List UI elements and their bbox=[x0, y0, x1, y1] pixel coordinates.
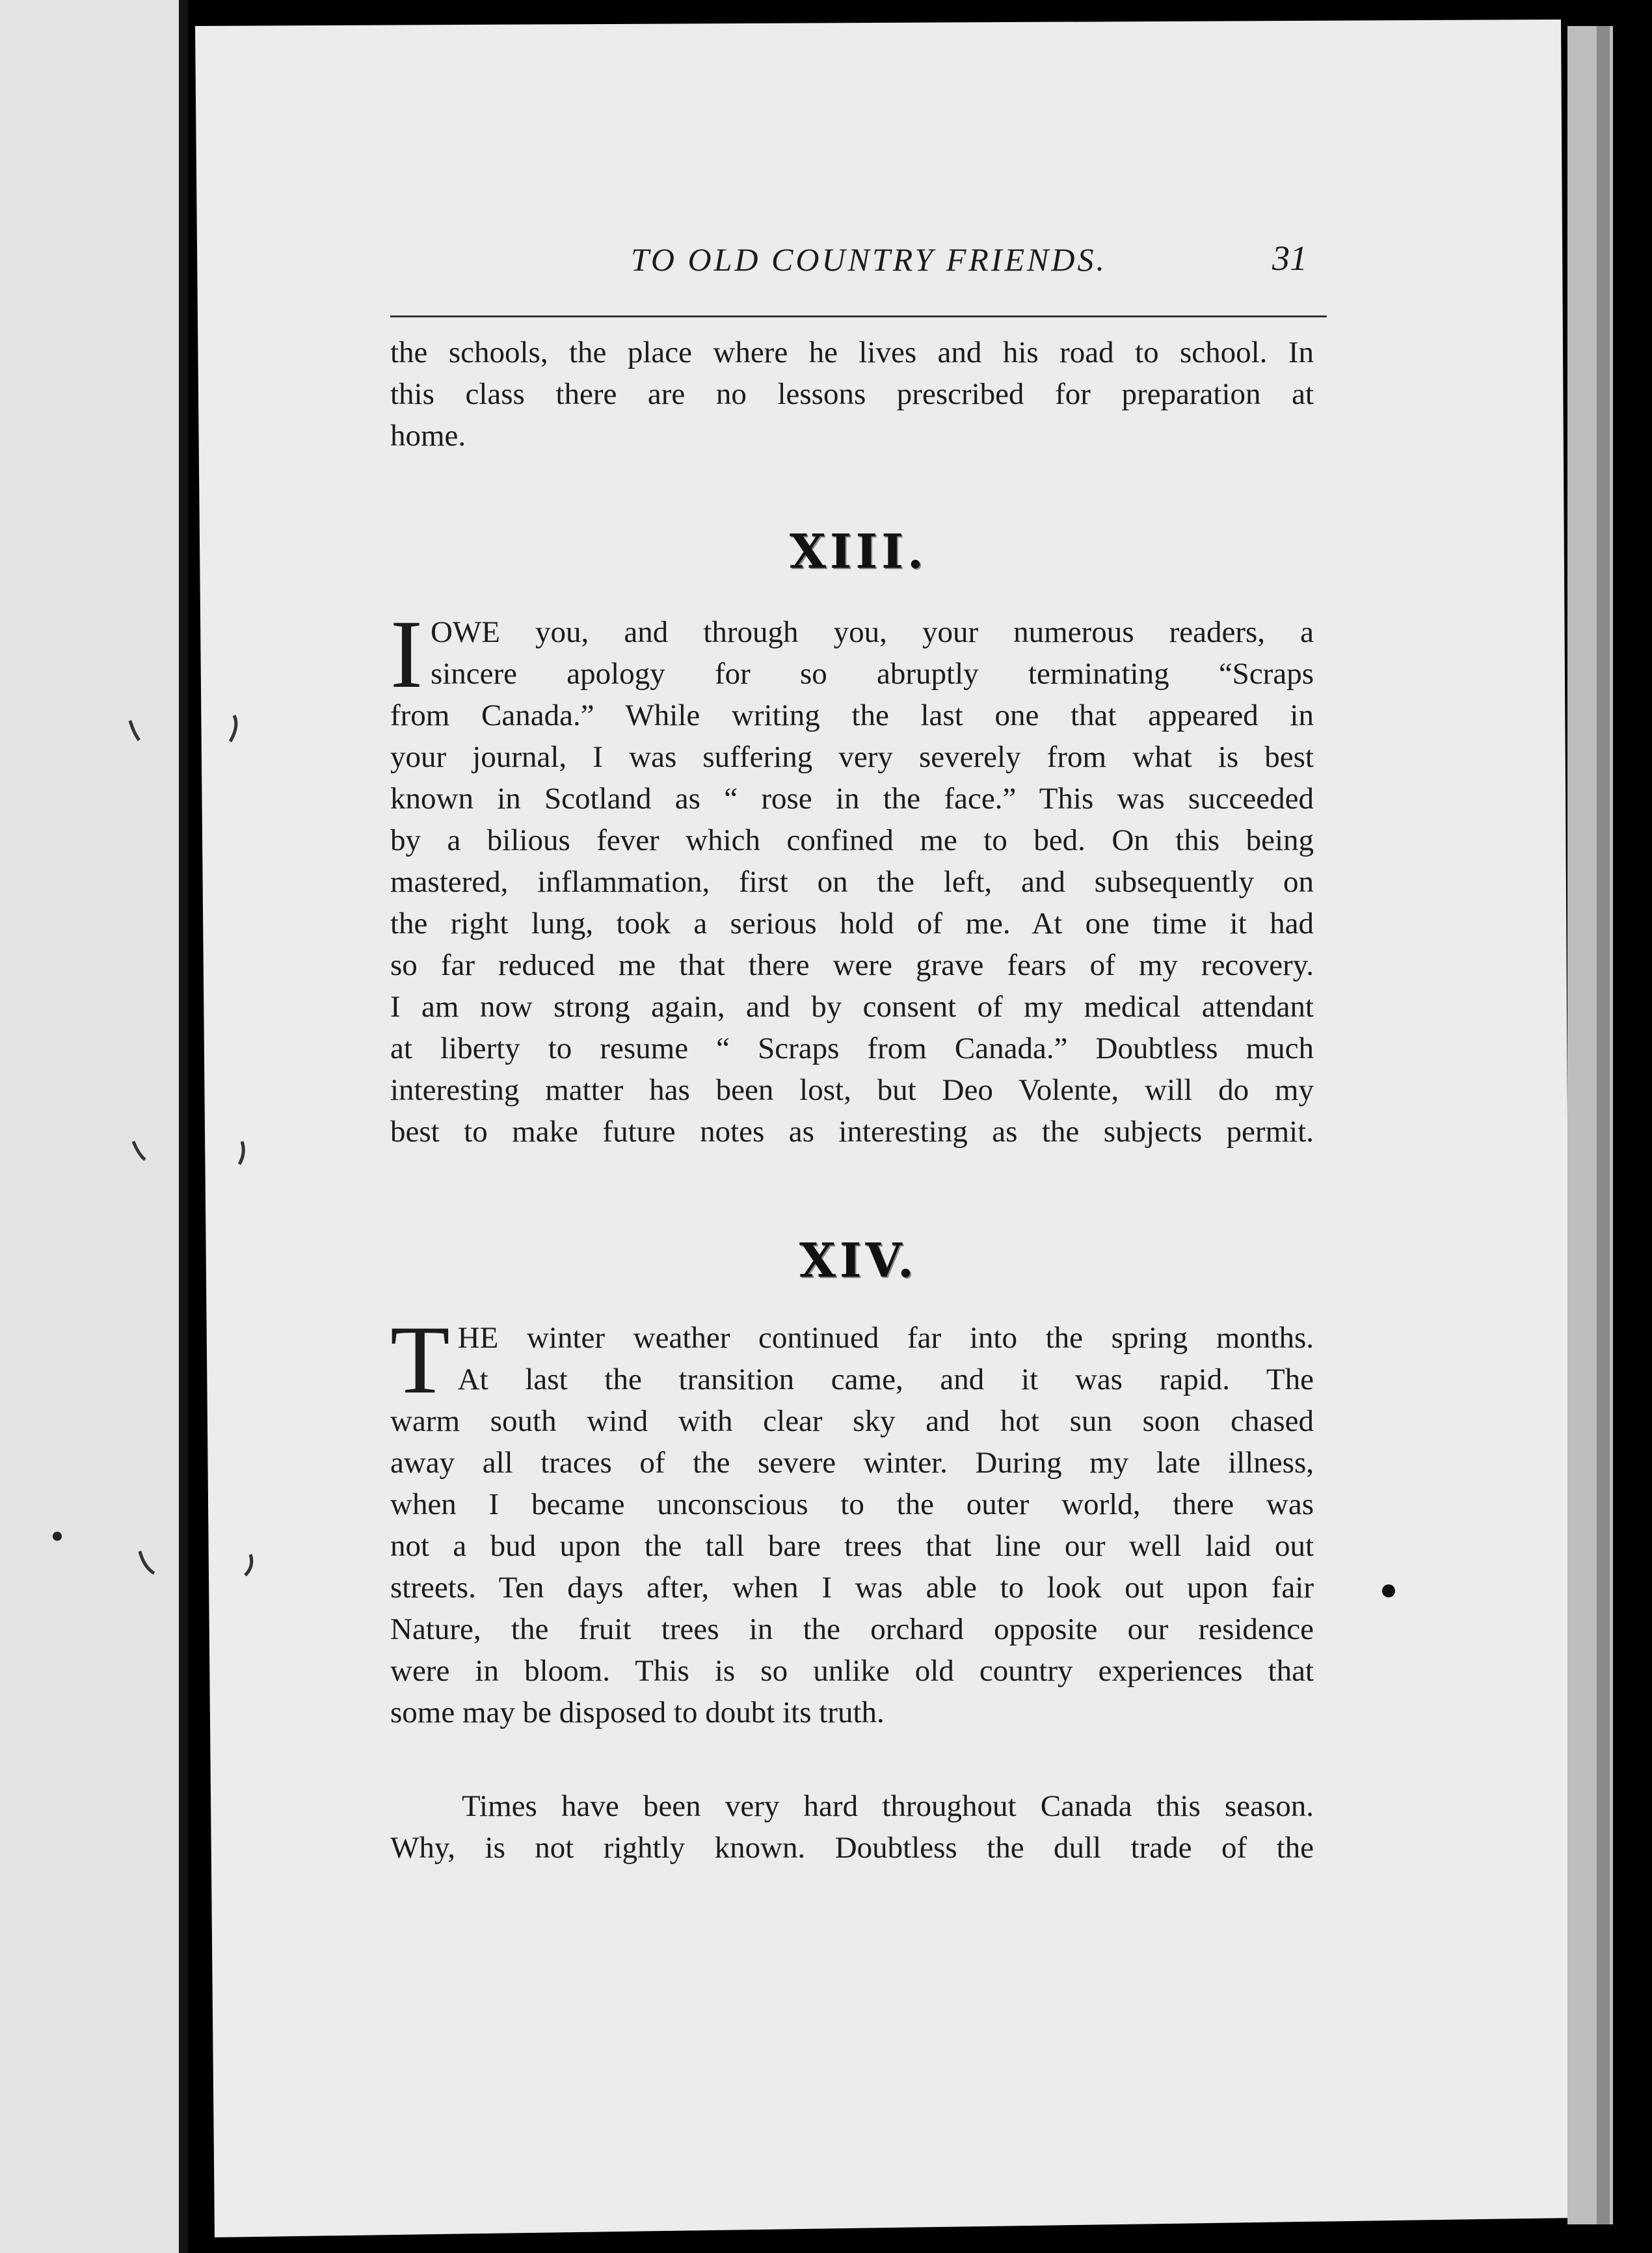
header-rule bbox=[390, 315, 1327, 317]
text-line: your journal, I was suffering very severely from what is best bbox=[390, 740, 1314, 774]
text-line: when I became unconscious to the outer world, there was bbox=[390, 1487, 1314, 1521]
text-line: the schools, the place where he lives and his road to school. In bbox=[390, 336, 1314, 369]
text-line: so far reduced me that there were grave fears of my recovery. bbox=[390, 948, 1314, 982]
closing-paragraph bbox=[390, 1785, 1314, 1869]
text-line: streets. Ten days after, when I was able to look out upon fair bbox=[390, 1571, 1314, 1605]
text-line: from Canada.” While writing the last one that appeared in bbox=[390, 699, 1314, 732]
text-line: HE winter weather continued far into the spring months. bbox=[457, 1321, 1314, 1355]
section-xiv-paragraph bbox=[390, 1306, 1314, 1733]
text-line: Why, is not rightly known. Doubtless the dull trade of the bbox=[390, 1831, 1314, 1865]
text-line: warm south wind with clear sky and hot sun soon chased bbox=[390, 1404, 1314, 1438]
text-line: home. bbox=[390, 419, 466, 453]
section-xiii-paragraph bbox=[390, 600, 1314, 1153]
text-line: I am now strong again, and by consent of my medical attendant bbox=[390, 990, 1314, 1024]
running-head bbox=[390, 234, 1333, 280]
text-line: Times have been very hard throughout Canada this season. bbox=[462, 1789, 1314, 1823]
text-line: best to make future notes as interesting as the subjects permit. bbox=[390, 1115, 1314, 1149]
running-head-title: TO OLD COUNTRY FRIENDS. bbox=[631, 241, 1107, 278]
text-line: interesting matter has been lost, but Deo Volente, will do my bbox=[390, 1073, 1314, 1107]
text-line: sincere apology for so abruptly terminating “Scraps bbox=[430, 657, 1314, 691]
intro-paragraph bbox=[390, 332, 1314, 457]
text-line: Nature, the fruit trees in the orchard opposite our residence bbox=[390, 1612, 1314, 1646]
drop-cap: I bbox=[390, 600, 423, 708]
text-line: away all traces of the severe winter. During my late illness, bbox=[390, 1446, 1314, 1480]
text-line: were in bloom. This is so unlike old country experiences that bbox=[390, 1654, 1314, 1688]
text-line: some may be disposed to doubt its truth. bbox=[390, 1696, 885, 1729]
page-number: 31 bbox=[1272, 239, 1307, 278]
text-line: by a bilious fever which confined me to bed. On this being bbox=[390, 823, 1314, 857]
text-line: at liberty to resume “ Scraps from Canada.” Doubtless much bbox=[390, 1032, 1314, 1065]
section-heading-xiv: XIV. bbox=[799, 1233, 918, 1288]
text-line: not a bud upon the tall bare trees that line our well laid out bbox=[390, 1529, 1314, 1563]
drop-cap: T bbox=[390, 1306, 450, 1414]
text-line: this class there are no lessons prescribed for preparation at bbox=[390, 377, 1314, 411]
text-line: At last the transition came, and it was rapid. The bbox=[457, 1363, 1314, 1396]
text-line: the right lung, took a serious hold of me. At one time it had bbox=[390, 907, 1314, 940]
section-heading-xiii: XIII. bbox=[790, 524, 927, 579]
text-line: OWE you, and through you, your numerous readers, a bbox=[430, 615, 1314, 649]
text-line: mastered, inflammation, first on the left, and subsequently on bbox=[390, 865, 1314, 899]
text-line: known in Scotland as “ rose in the face.” This was succeeded bbox=[390, 782, 1314, 816]
